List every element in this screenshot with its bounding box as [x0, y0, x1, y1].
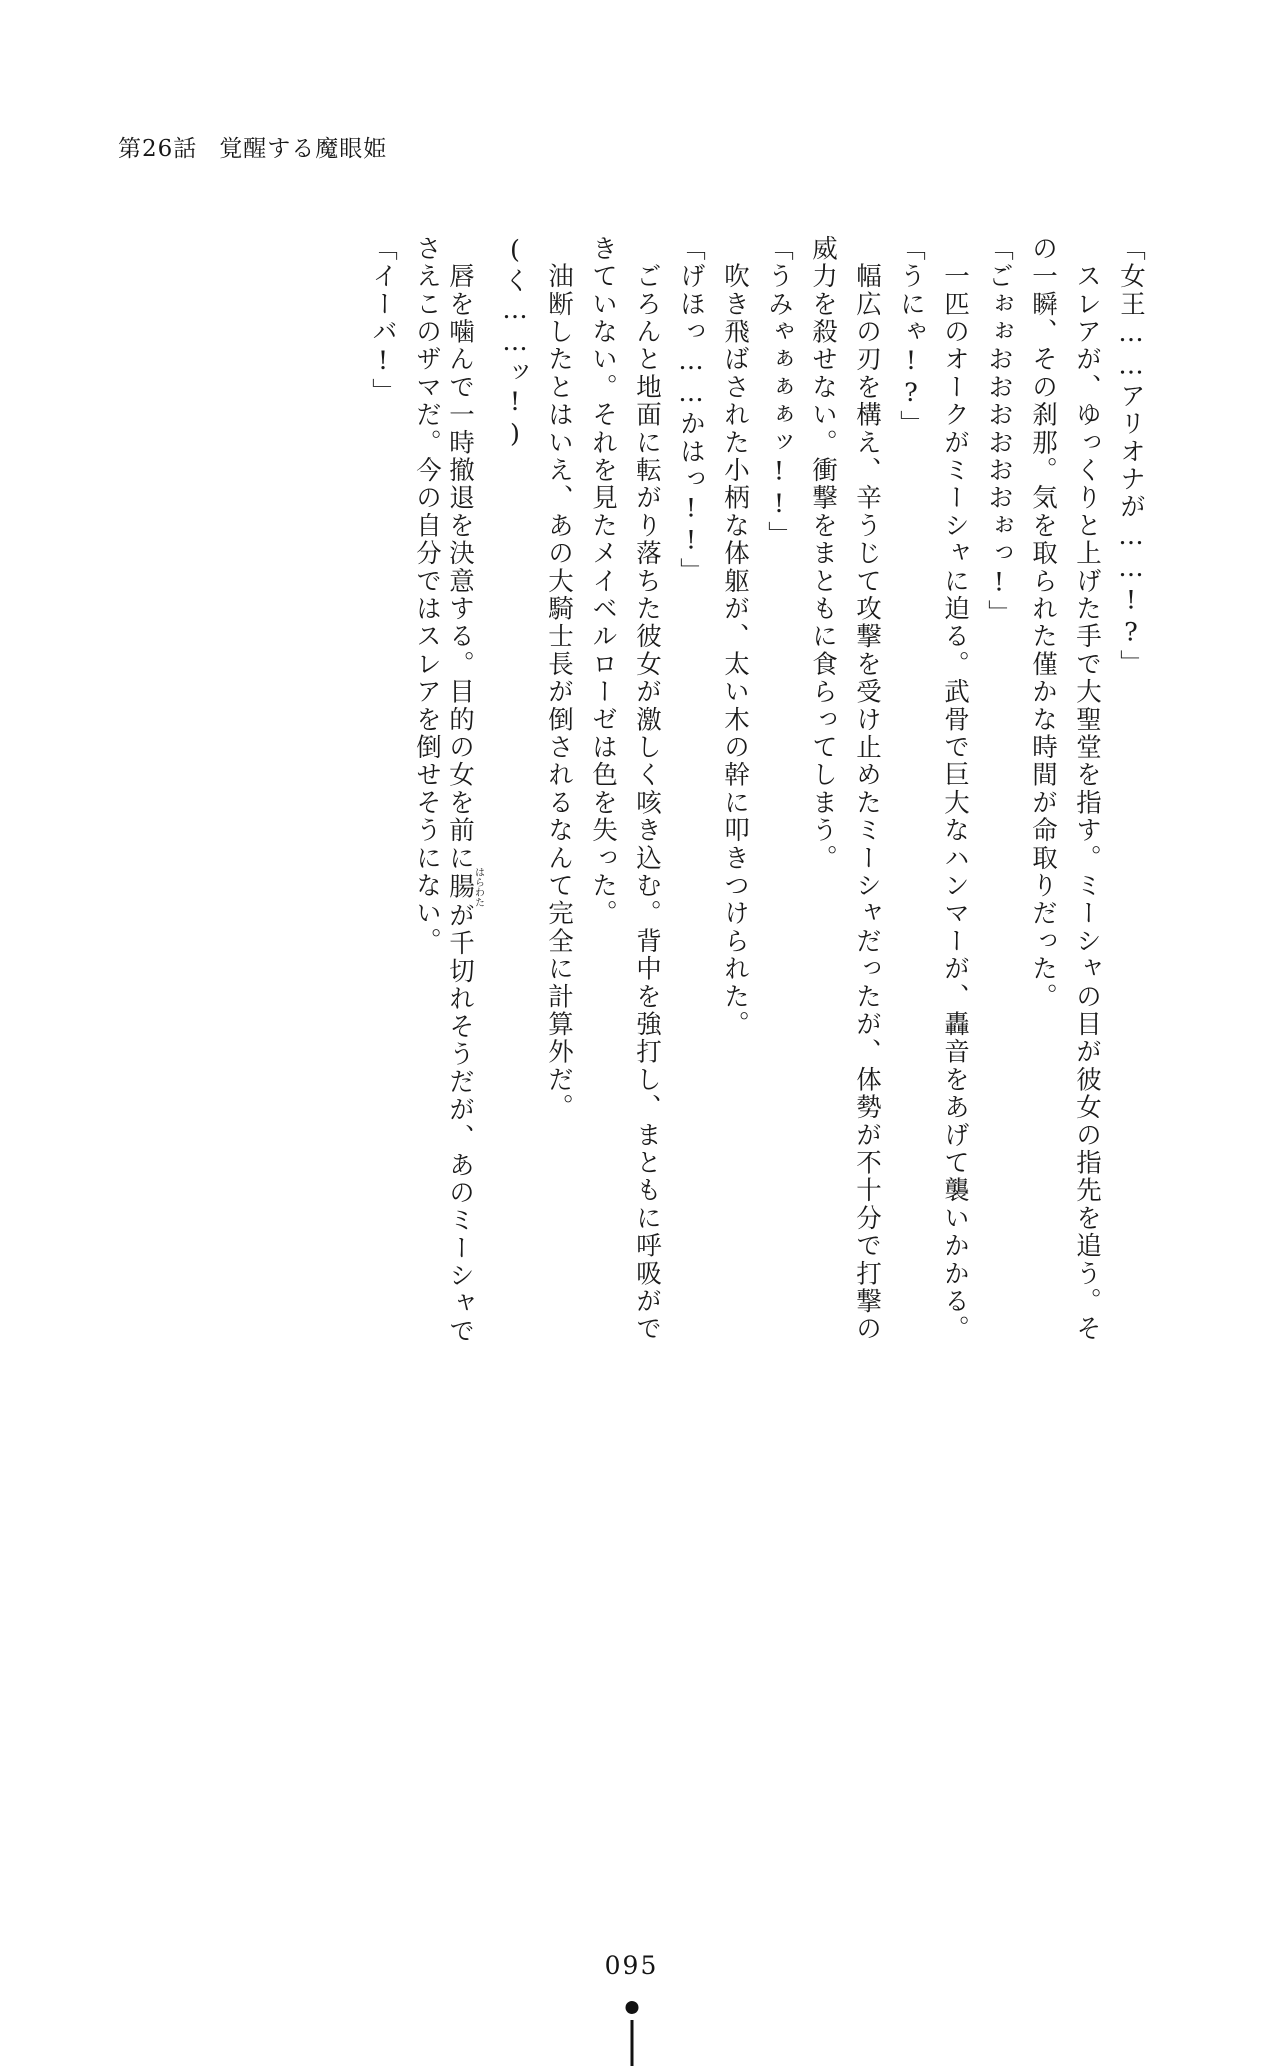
running-head — [118, 130, 387, 163]
page-number: 095 — [604, 1951, 659, 1980]
text-line: 「げほっ……かはっ!!」 — [676, 235, 706, 586]
text-line: 「女王……アリオナが……!?」 — [1116, 235, 1146, 678]
text-line: 幅広の刃を構え、辛うじて攻撃を受け止めたミーシャだったが、体勢が不十分で打撃の — [852, 235, 882, 1343]
text-line: の一瞬、その刹那。気を取られた僅かな時間が命取りだった。 — [1028, 235, 1058, 1011]
chapter-title: 覚醒する魔眼姫 — [219, 136, 388, 162]
text-line: 油断したとはいえ、あの大騎士長が倒されるなんて完全に計算外だ。 — [544, 235, 574, 1122]
text-line: 吹き飛ばされた小柄な体躯が、太い木の幹に叩きつけられた。 — [720, 235, 750, 1039]
text-line: 一匹のオークがミーシャに迫る。武骨で巨大なハンマーが、轟音をあげて襲いかかる。 — [940, 235, 970, 1343]
text-line: さえこのザマだ。今の自分ではスレアを倒せそうにない。 — [412, 235, 442, 956]
text-line: 威力を殺せない。衝撃をまともに食らってしまう。 — [808, 235, 838, 873]
text-line: (く……ッ!) — [500, 235, 530, 452]
text-line: 「イーバ!」 — [368, 235, 398, 406]
chapter-number: 第26話 — [118, 136, 198, 162]
text-line: きていない。それを見たメイベルローゼは色を失った。 — [588, 235, 618, 928]
spine-line-mark — [630, 2020, 633, 2066]
text-line: 「うにゃ!?」 — [896, 235, 926, 438]
text-line: スレアが、ゆっくりと上げた手で大聖堂を指す。ミーシャの目が彼女の指先を追う。そ — [1072, 235, 1102, 1343]
spine-dot-mark — [625, 2001, 638, 2014]
vertical-text-body — [113, 235, 1146, 1450]
text-line: 唇を噛んで一時撤退を決意する。目的の女を前に腸はらわたが千切れそうだが、あのミーシャで — [445, 235, 484, 1346]
text-line: 「うみゃぁぁぁッ!!」 — [764, 235, 794, 549]
text-line: 「ごぉぉおおおおおおぉっ!」 — [984, 235, 1014, 628]
text-line: ごろんと地面に転がり落ちた彼女が激しく咳き込む。背中を強打し、まともに呼吸がで — [632, 235, 662, 1343]
